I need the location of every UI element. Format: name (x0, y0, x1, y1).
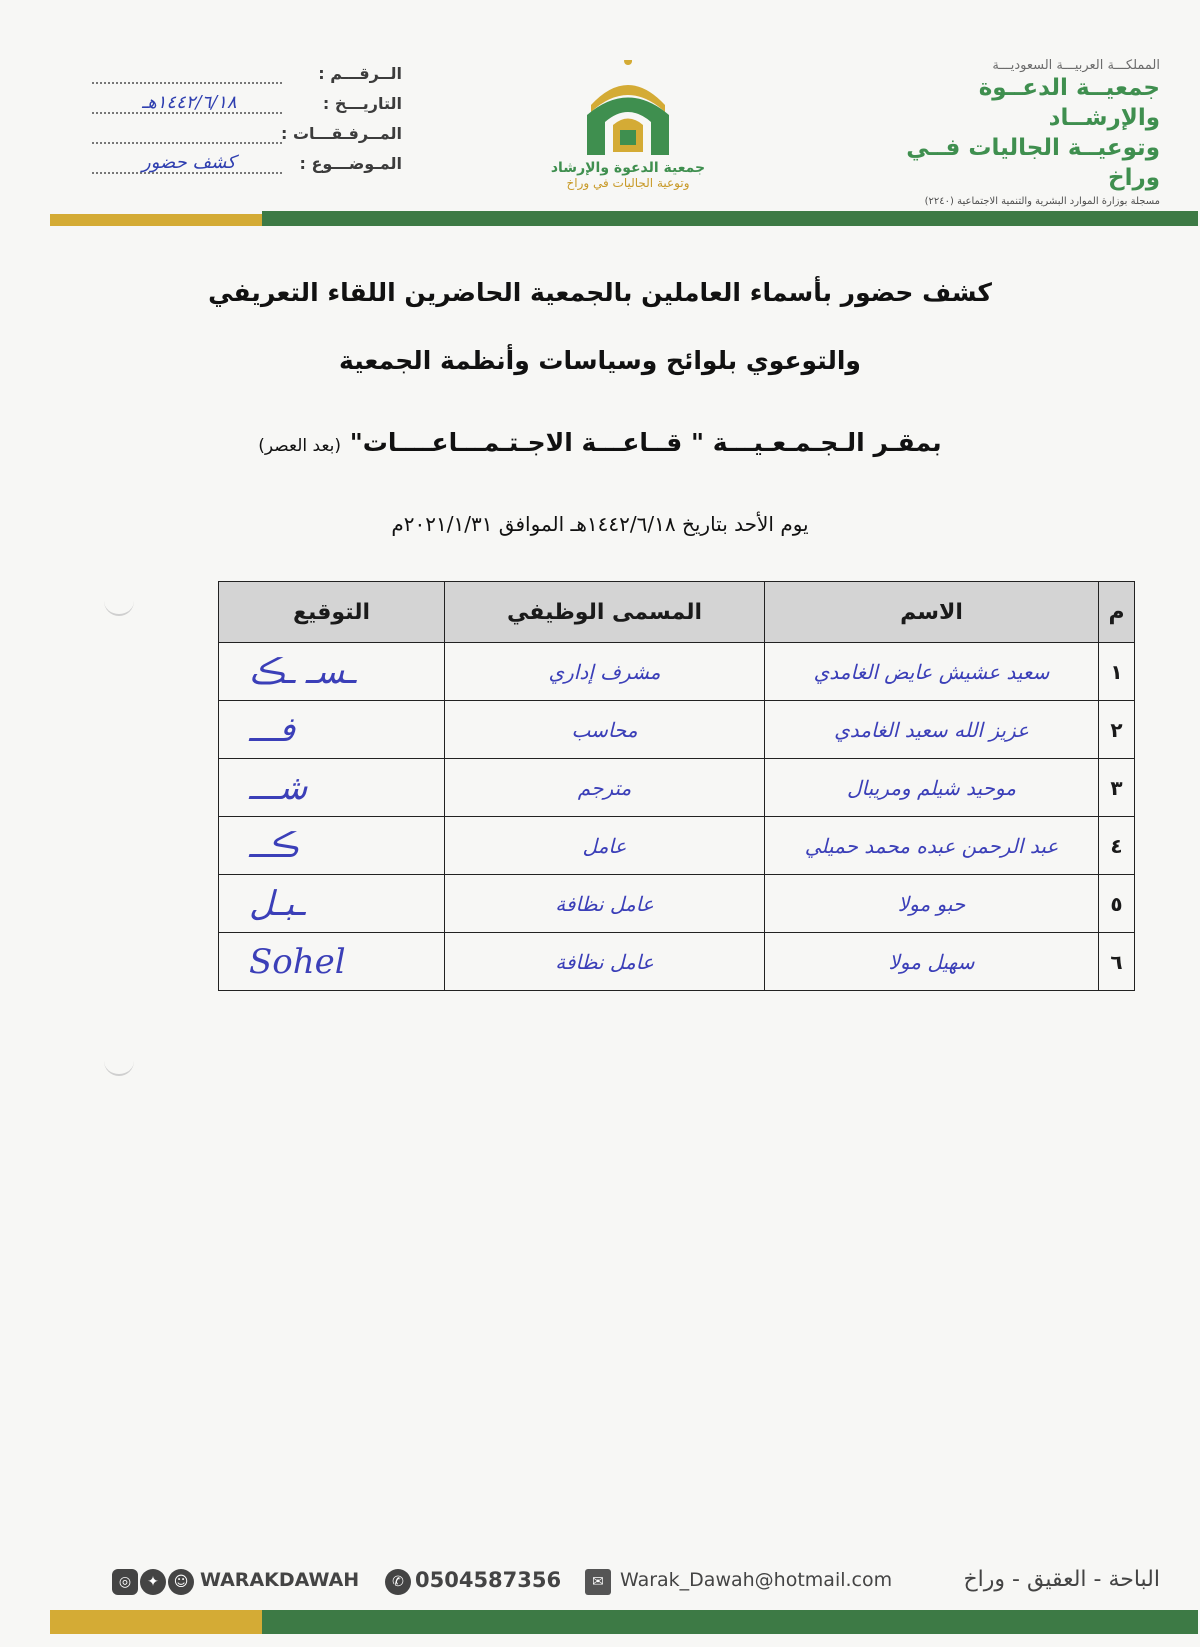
meta-label: الــرقـــم : (318, 64, 402, 83)
row-num: ٢ (1099, 701, 1135, 759)
row-signature: شـــ (219, 759, 445, 817)
venue-time: (بعد العصر) (258, 436, 342, 456)
row-name: موحيد شيلم ومريبال (765, 759, 1099, 817)
header-num: م (1099, 582, 1135, 643)
meta-value: ١٤٤٢/٦/١٨هـ (142, 92, 237, 113)
footer-band-green (262, 1610, 1198, 1634)
meta-label: المــرفـقـــات : (280, 124, 402, 143)
org-logo (548, 60, 708, 210)
row-num: ٦ (1099, 933, 1135, 991)
kingdom-name: المملكـــة العربيـــة السعوديـــة (992, 58, 1160, 73)
row-signature: ڪــ (219, 817, 445, 875)
punch-hole (104, 600, 134, 616)
header-band-green (262, 211, 1198, 226)
row-signature: Sohel (219, 933, 445, 991)
twitter-icon: ✦ (140, 1569, 166, 1595)
venue-text: بمقـر الـجـمـعـيـــة " قــاعـــة الاجـتـمـــاعــــات" (349, 428, 942, 457)
row-job-title: مشرف إداري (445, 643, 765, 701)
row-job-title: عامل (445, 817, 765, 875)
row-num: ٣ (1099, 759, 1135, 817)
meta-row-number (62, 62, 402, 92)
table-row (219, 701, 1135, 759)
footer-band-gold (50, 1610, 272, 1634)
row-job-title: مترجم (445, 759, 765, 817)
table-row (219, 759, 1135, 817)
logo-text-line1: جمعية الدعوة والإرشاد (550, 160, 706, 176)
table-header-row (219, 582, 1135, 643)
header-name: الاسم (765, 582, 1099, 643)
row-num: ١ (1099, 643, 1135, 701)
snapchat-icon: ☺ (168, 1569, 194, 1595)
table-row (219, 643, 1135, 701)
header-band-gold (50, 214, 272, 226)
row-name: سهيل مولا (765, 933, 1099, 991)
footer-contact (110, 1565, 1160, 1599)
row-num: ٤ (1099, 817, 1135, 875)
meta-value: كشف حضور (142, 152, 236, 173)
row-signature: ـبـل (219, 875, 445, 933)
header-job-title: المسمى الوظيفي (445, 582, 765, 643)
date-line: يوم الأحد بتاريخ ١٤٤٢/٦/١٨هـ الموافق ٢٠٢١/١/٣١م (391, 512, 809, 536)
title-line3 (0, 428, 1200, 457)
row-name: حبو مولا (765, 875, 1099, 933)
org-name-line1: جمعيــة الدعــوة والإرشــاد (978, 75, 1160, 131)
row-num: ٥ (1099, 875, 1135, 933)
footer-social-handle[interactable]: WARAKDAWAH (200, 1569, 360, 1591)
punch-hole (104, 1060, 134, 1076)
meta-label: المـوضـــوع : (299, 154, 402, 173)
organization-header (880, 58, 1160, 229)
row-name: عزيز الله سعيد الغامدي (765, 701, 1099, 759)
logo-text-line2: وتوعية الجاليات في وراخ (566, 176, 690, 190)
row-name: عبد الرحمن عبده محمد حميلي (765, 817, 1099, 875)
org-name-line2: وتوعيــة الجاليات فــي وراخ (906, 135, 1160, 191)
meta-row-date (62, 92, 402, 122)
row-job-title: محاسب (445, 701, 765, 759)
attendance-table (218, 581, 1135, 991)
footer-location: الباحة - العقيق - وراخ (963, 1567, 1160, 1592)
meta-row-attachments (62, 122, 402, 152)
instagram-icon: ◎ (112, 1569, 138, 1595)
mosque-logo-icon (573, 60, 683, 160)
row-job-title: عامل نظافة (445, 875, 765, 933)
footer-phone[interactable]: 0504587356 (415, 1568, 562, 1592)
mail-icon: ✉ (585, 1569, 611, 1595)
footer-email[interactable]: Warak_Dawah@hotmail.com (620, 1569, 893, 1591)
document-meta (62, 62, 402, 182)
meta-dotted-line (92, 142, 282, 144)
meta-label: التاريـــخ : (322, 94, 402, 113)
meta-row-subject (62, 152, 402, 182)
row-job-title: عامل نظافة (445, 933, 765, 991)
registration-note: مسجلة بوزارة الموارد البشرية والتنمية الاجتماعية (٢٢٤٠) (924, 196, 1160, 207)
row-name: سعيد عشيش عايض الغامدي (765, 643, 1099, 701)
table-row (219, 933, 1135, 991)
row-signature: ـسـ ـڪ (219, 643, 445, 701)
table-row (219, 817, 1135, 875)
title-line1: كشف حضور بأسماء العاملين بالجمعية الحاضرين اللقاء التعريفي (208, 278, 992, 307)
whatsapp-icon: ✆ (385, 1569, 411, 1595)
meta-dotted-line (92, 82, 282, 84)
table-row (219, 875, 1135, 933)
row-signature: فـــ (219, 701, 445, 759)
header-signature: التوقيع (219, 582, 445, 643)
title-line2: والتوعوي بلوائح وسياسات وأنظمة الجمعية (339, 346, 861, 375)
